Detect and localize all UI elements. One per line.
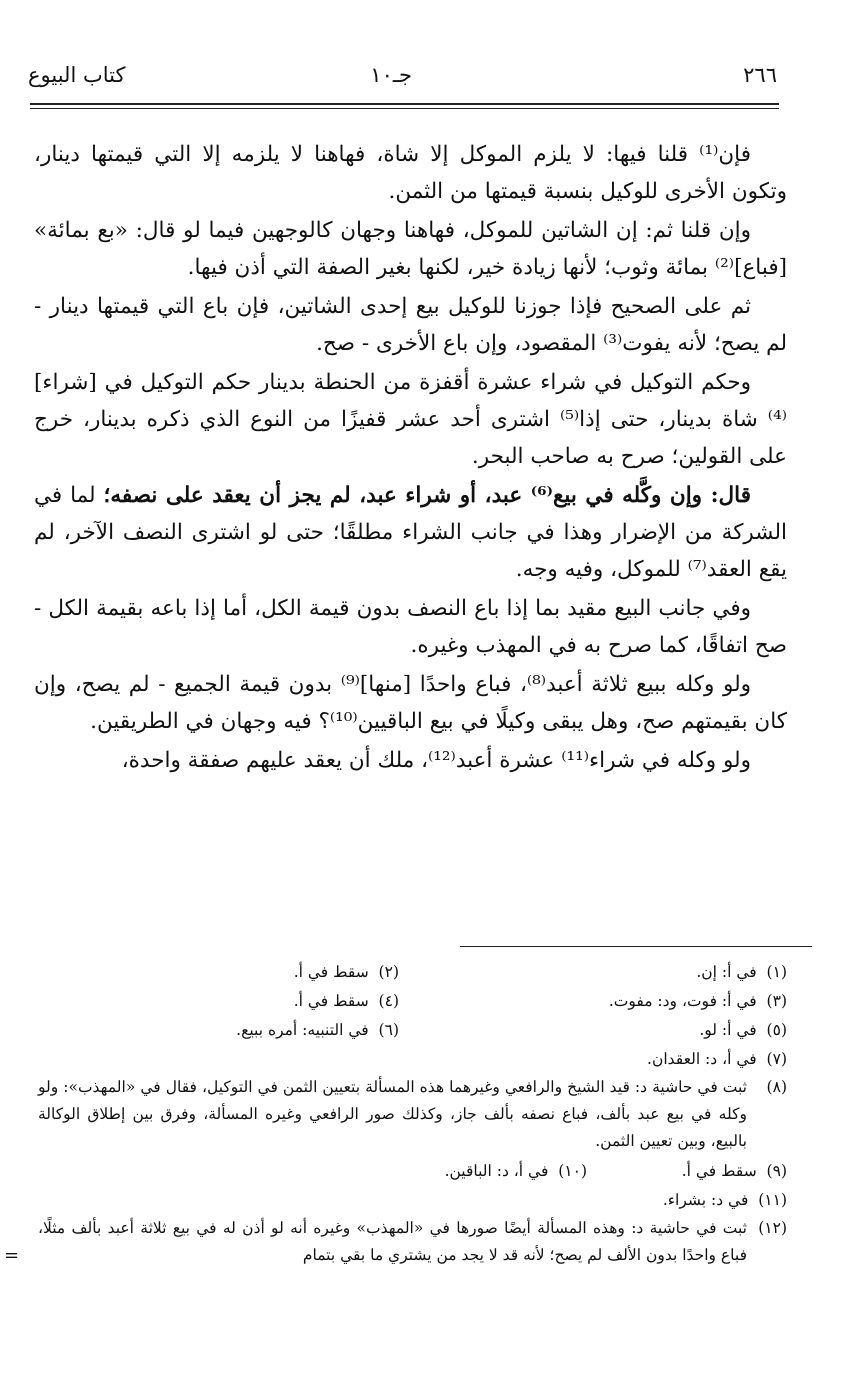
footnote: (٩) سقط في أ. <box>681 1162 787 1180</box>
main-text <box>34 136 787 779</box>
footnote: (٦) في التنبيه: أمره ببيع. <box>236 1021 399 1039</box>
footnote: (٥) في أ: لو. <box>699 1021 787 1039</box>
paragraph: ثم على الصحيح فإذا جوزنا للوكيل بيع إحدى الشاتين، فإن باع التي قيمتها دينار - لم يصح؛ لأنه يفوت⁽³⁾ المقصود، وإن باع الأخرى - صح. <box>34 294 787 356</box>
footnote: (٢) سقط في أ. <box>293 963 399 981</box>
page-header <box>28 60 777 94</box>
continuation-mark: = <box>4 1245 20 1266</box>
footnote-separator <box>460 946 812 947</box>
paragraph: ولو وكله في شراء⁽¹¹⁾ عشرة أعبد⁽¹²⁾، ملك أن يعقد عليهم صفقة واحدة، <box>121 748 751 773</box>
footnote-row <box>38 987 787 1016</box>
footnote: (٣) في أ: فوت، ود: مفوت. <box>608 992 787 1010</box>
paragraph: وفي جانب البيع مقيد بما إذا باع النصف بدون قيمة الكل، أما إذا باعه بقيمة الكل - صح اتفاقًا، كما صرح به في المهذب وغيره. <box>34 596 787 658</box>
footnote-row <box>38 958 787 987</box>
paragraph: وحكم التوكيل في شراء عشرة أقفزة من الحنطة بدينار حكم التوكيل في [شراء]⁽⁴⁾ شاة بدينار، حتى إذا⁽⁵⁾ اشترى أحد عشر قفيزًا من النوع الذي ذكره بدينار، خرج على القولين؛ صرح به صاحب البحر. <box>34 370 787 469</box>
paragraph: وإن قلنا ثم: إن الشاتين للموكل، فهاهنا وجهان كالوجهين فيما لو قال: «بع بمائة» [فباع]⁽²⁾ بمائة وثوب؛ لأنها زيادة خير، لكنها بغير الصفة التي أذن فيها. <box>34 218 787 280</box>
footnote: (٧) في أ، د: العقدان. <box>647 1050 787 1068</box>
footnote-row <box>38 1157 787 1186</box>
footnote: (١٠) في أ، د: الباقين. <box>444 1162 587 1180</box>
paragraph: ولو وكله ببيع ثلاثة أعبد⁽⁸⁾، فباع واحدًا [منها]⁽⁹⁾ بدون قيمة الجميع - لم يصح، وإن كان بقيمتهم صح، وهل يبقى وكيلًا في بيع الباقيين⁽¹⁰⁾؟ فيه وجهان في الطريقين. <box>34 672 787 734</box>
header-rule-thin <box>30 108 779 109</box>
footnote: (١) في أ: إن. <box>696 963 787 981</box>
paragraph <box>34 477 787 588</box>
footnote-row <box>38 1186 787 1215</box>
footnote-row <box>38 1016 787 1045</box>
header-rule-thick <box>30 103 779 105</box>
book-title: كتاب البيوع <box>28 63 126 87</box>
footnote: (٨) ثبت في حاشية د: قيد الشيخ والرافعي وغيرهما هذه المسألة بتعيين الثمن في التوكيل، فقال في «المهذب»: ولو وكله في بيع عبد بألف، فباع نصفه بألف جاز، وكذلك صور الرافعي وغيره المسألة، وفرق بين إطلاق الوكالة بالبيع، وبين تعيين الثمن. <box>38 1078 787 1150</box>
footnote: (١١) في د: بشراء. <box>662 1191 787 1209</box>
footnote: (١٢) ثبت في حاشية د: وهذه المسألة أيضًا صورها في «المهذب» وغيره أنه لو أذن له في بيع ثلاثة أعبد بألف مثلًا، فباع واحدًا بدون الألف لم يصح؛ لأنه قد لا يجد من يشتري ما بقي بتمام = <box>38 1215 787 1269</box>
footnote-row <box>38 1045 787 1074</box>
matn-text: قال: وإن وكَّله في بيع⁽⁶⁾ عبد، أو شراء عبد، لم يجز أن يعقد على نصفه؛ <box>103 483 751 508</box>
volume-label: جـ١٠ <box>370 63 412 87</box>
footnote: (٤) سقط في أ. <box>293 992 399 1010</box>
page-number: ٢٦٦ <box>743 63 777 87</box>
commentary-text: لما في الشركة من الإضرار وهذا في جانب الشراء مطلقًا؛ حتى لو اشترى النصف الآخر، لم يقع العقد⁽⁷⁾ للموكل، وفيه وجه. <box>34 483 787 582</box>
footnotes <box>4 958 787 1271</box>
paragraph: فإن⁽¹⁾ قلنا فيها: لا يلزم الموكل إلا شاة، فهاهنا لا يلزمه إلا التي قيمتها دينار، وتكون الأخرى للوكيل بنسبة قيمتها من الثمن. <box>34 142 787 204</box>
